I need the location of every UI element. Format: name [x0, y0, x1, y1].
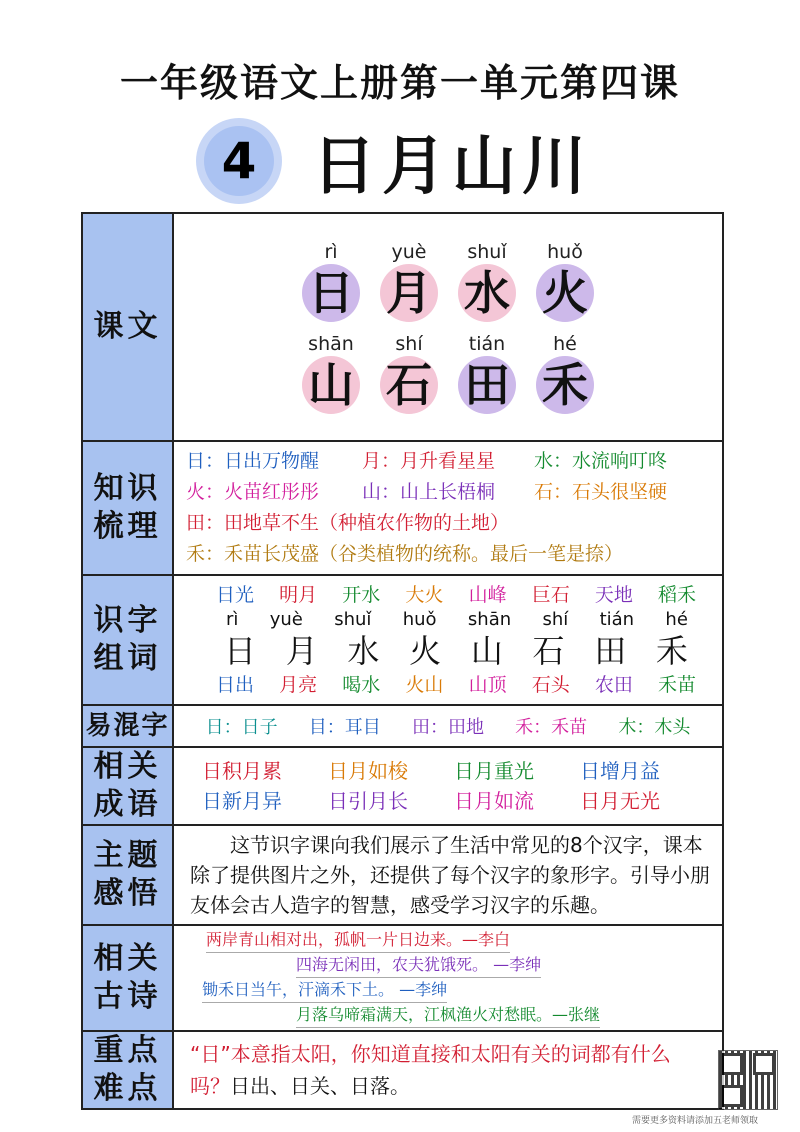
confusable-row	[173, 705, 723, 747]
text-char-cell	[371, 332, 447, 414]
recognize-pinyin-item: rì	[226, 609, 239, 630]
top-word: 大火	[405, 584, 444, 606]
knowledge-item: 田：田地草不生（种植农作物的土地）	[186, 512, 510, 534]
theme-cell	[173, 825, 723, 925]
text-char-cell	[293, 332, 369, 414]
text-char-pinyin: tián	[468, 333, 506, 355]
poem-line: 两岸青山相对出，孤帆一片日边来。—李白	[206, 928, 510, 953]
recognize-char: 日	[224, 632, 257, 670]
bottom-word: 禾苗	[657, 674, 696, 696]
recognize-pinyin-item: tián	[599, 609, 635, 630]
bottom-word: 农田	[594, 674, 633, 696]
knowledge-item: 水：水流响叮咚	[534, 450, 668, 472]
recognize-pinyin-item: huǒ	[402, 609, 437, 630]
bottom-word: 喝水	[342, 674, 381, 696]
lesson-number-badge	[196, 118, 282, 204]
text-char-pinyin: rì	[324, 241, 338, 263]
text-char-cell	[527, 332, 603, 414]
recognize-pinyin-item: shuǐ	[334, 609, 372, 630]
qr-code-icon	[718, 1050, 778, 1110]
idiom-item: 日月重光	[454, 759, 534, 783]
text-char: 田	[458, 356, 516, 414]
label-poems: 相关 古诗	[82, 925, 173, 1031]
bottom-words	[174, 671, 722, 699]
text-char: 禾	[536, 356, 594, 414]
lesson-title: 日月山川	[312, 130, 592, 204]
bottom-word: 山顶	[468, 674, 507, 696]
confusable-item: 木：木头	[618, 717, 691, 738]
text-char: 水	[458, 264, 516, 322]
bottom-word: 日出	[216, 674, 255, 696]
top-word: 日光	[216, 584, 255, 606]
recognize-pinyin-item: hé	[665, 609, 688, 630]
text-char-cell	[449, 240, 525, 322]
top-word: 稻禾	[657, 584, 696, 606]
knowledge-item: 月：月升看星星	[362, 450, 496, 472]
key-points-cell	[173, 1031, 723, 1109]
text-char-cell	[449, 332, 525, 414]
recognize-pinyin-item: yuè	[269, 609, 303, 630]
recognize-char: 禾	[655, 632, 688, 670]
text-char-pinyin: shuǐ	[467, 241, 507, 263]
page-title: 一年级语文上册第一单元第四课	[119, 61, 680, 105]
text-char-cell	[371, 240, 447, 322]
label-text: 课文	[82, 213, 173, 441]
confusable-item: 日：日子	[205, 717, 278, 738]
label-knowledge: 知识 梳理	[82, 441, 173, 575]
recognize-char: 月	[285, 632, 318, 670]
poem-row	[186, 978, 710, 1003]
top-words	[174, 581, 722, 609]
label-confusable: 易混字	[82, 705, 173, 747]
idioms-grid	[173, 747, 723, 825]
label-theme: 主题 感悟	[82, 825, 173, 925]
theme-text: 这节识字课向我们展示了生活中常见的8个汉字，课本除了提供图片之外，还提供了每个汉字的象形字。引导小朋友体会古人造字的智慧，感受学习汉字的乐趣。	[190, 833, 710, 917]
idiom-item: 日月如流	[454, 789, 534, 813]
recognize-char: 山	[470, 632, 503, 670]
knowledge-line	[186, 477, 710, 508]
recognize-pinyin-item: shān	[467, 609, 512, 630]
label-key-points: 重点 难点	[82, 1031, 173, 1109]
knowledge-item: 禾：禾苗长茂盛（谷类植物的统称。最后一笔是捺）	[186, 543, 624, 565]
recognize-char: 水	[347, 632, 380, 670]
recognize-char: 田	[594, 632, 627, 670]
key-question: “日”本意指太阳，你知道直接和太阳有关的词都有什么吗？	[190, 1042, 671, 1098]
poems-cell	[173, 925, 723, 1031]
text-char: 石	[380, 356, 438, 414]
lesson-table	[81, 212, 724, 1110]
knowledge-item: 山：山上长梧桐	[362, 481, 496, 503]
text-char: 山	[302, 356, 360, 414]
confusable-item: 田：田地	[411, 717, 484, 738]
idiom-item: 日引月长	[328, 789, 408, 813]
top-word: 天地	[594, 584, 633, 606]
recognize-block	[173, 575, 723, 705]
poem-row	[186, 953, 710, 978]
knowledge-item: 火：火苗红彤彤	[186, 481, 320, 503]
knowledge-item: 日：日出万物醒	[186, 450, 320, 472]
recognize-chars	[174, 631, 722, 671]
lesson-header	[196, 116, 592, 206]
key-answer: 日出、日关、日落。	[230, 1074, 410, 1098]
text-char-cell	[293, 240, 369, 322]
text-char-pinyin: shí	[395, 333, 423, 355]
top-word: 山峰	[468, 584, 507, 606]
idiom-item: 日新月异	[202, 789, 282, 813]
recognize-pinyin	[174, 609, 722, 631]
poem-row	[186, 1003, 710, 1028]
poem-line: 四海无闲田，农夫犹饿死。 —李绅	[296, 953, 541, 978]
text-char: 日	[302, 264, 360, 322]
text-char-pinyin: huǒ	[547, 241, 583, 263]
top-word: 巨石	[531, 584, 570, 606]
bottom-word: 火山	[405, 674, 444, 696]
text-char-pinyin: hé	[553, 333, 577, 355]
idiom-item: 日月无光	[580, 789, 660, 813]
top-word: 开水	[342, 584, 381, 606]
poem-line: 锄禾日当午，汗滴禾下土。 —李绅	[202, 978, 447, 1003]
knowledge-item: 石：石头很坚硬	[534, 481, 668, 503]
text-char-cell	[527, 240, 603, 322]
confusable-item: 禾：禾苗	[515, 717, 588, 738]
knowledge-line	[186, 446, 710, 477]
confusable-item: 目：耳目	[308, 717, 381, 738]
recognize-char: 石	[532, 632, 565, 670]
bottom-word: 月亮	[279, 674, 318, 696]
footer-note: 需要更多资料请添加五老师领取	[631, 1116, 758, 1126]
text-char: 月	[380, 264, 438, 322]
label-idioms: 相关 成语	[82, 747, 173, 825]
idiom-item: 日月如梭	[328, 759, 408, 783]
poem-line: 月落乌啼霜满天，江枫渔火对愁眠。—张继	[296, 1003, 600, 1028]
poem-row	[186, 928, 710, 953]
idiom-item: 日积月累	[202, 759, 282, 783]
text-chars	[173, 213, 723, 441]
recognize-char: 火	[409, 632, 442, 670]
text-char: 火	[536, 264, 594, 322]
top-word: 明月	[279, 584, 318, 606]
idiom-item: 日增月益	[580, 759, 660, 783]
label-recognize: 识字 组词	[82, 575, 173, 705]
knowledge-list	[173, 441, 723, 575]
text-char-pinyin: yuè	[391, 241, 427, 263]
text-char-pinyin: shān	[308, 333, 354, 355]
recognize-pinyin-item: shí	[542, 609, 569, 630]
lesson-number: 4	[204, 126, 274, 196]
bottom-word: 石头	[531, 674, 570, 696]
